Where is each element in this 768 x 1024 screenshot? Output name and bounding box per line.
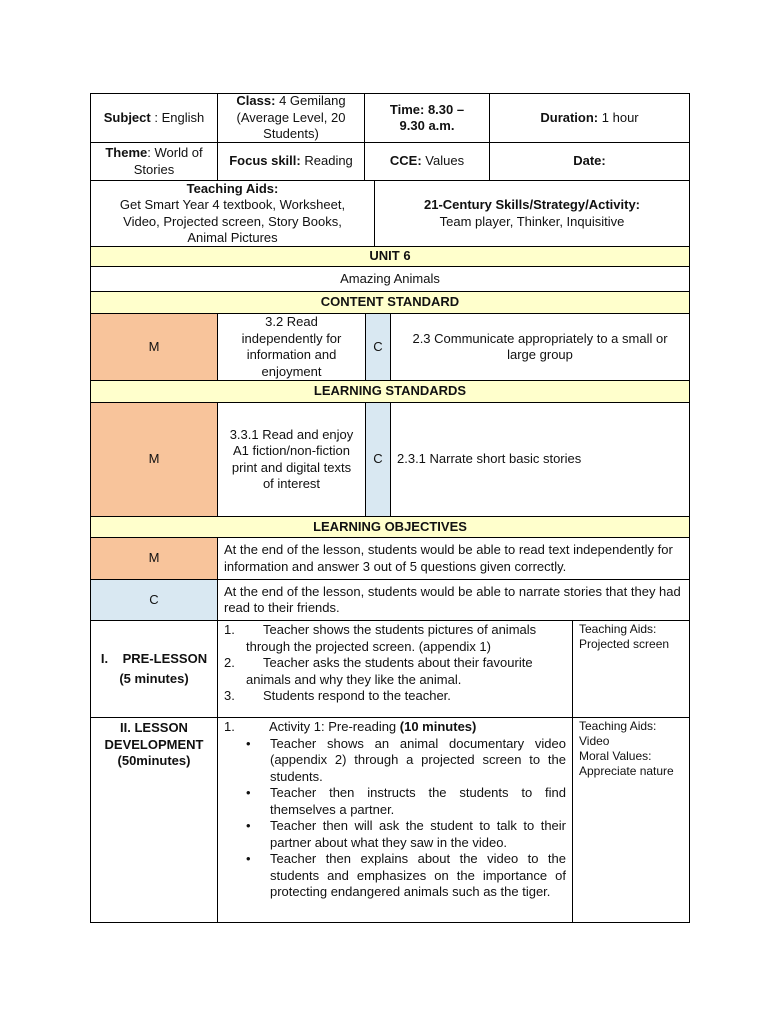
learning-standards-heading-cell bbox=[91, 381, 689, 402]
pre-lesson-aids-text: Projected screen bbox=[579, 637, 670, 651]
content-standard-row bbox=[90, 314, 690, 381]
list-item bbox=[218, 622, 566, 655]
focus-skill-value: Reading bbox=[304, 153, 353, 169]
learning-objectives-heading-row bbox=[90, 517, 690, 538]
list-item: • Teacher then will ask the student to talk to their partner about what they saw in the video. bbox=[270, 818, 566, 851]
development-aids-text: Video bbox=[579, 734, 610, 748]
content-standard-heading-row bbox=[90, 292, 690, 314]
pre-lesson-row bbox=[90, 621, 690, 718]
class-value: 4 Gemilang (Average Level, 20 Students) bbox=[236, 93, 346, 142]
focus-skill-label: Focus skill: bbox=[229, 153, 301, 169]
learning-standards-heading-row bbox=[90, 381, 690, 403]
focus-skill-cell bbox=[218, 143, 365, 180]
theme-cell bbox=[91, 143, 218, 180]
aids-row bbox=[90, 181, 690, 247]
list-item bbox=[218, 655, 566, 688]
theme-value: : World of Stories bbox=[133, 145, 203, 177]
development-aids-title: Teaching Aids: bbox=[579, 719, 657, 733]
learning-standards-m-text: 3.3.1 Read and enjoy A1 fiction/non-fiction print and digital texts of interest bbox=[229, 426, 354, 491]
teaching-aids-cell bbox=[91, 181, 375, 246]
step-time: (10 minutes) bbox=[399, 719, 477, 734]
time-label: Time: 8.30 – 9.30 a.m. bbox=[389, 101, 465, 133]
unit-row bbox=[90, 247, 690, 267]
learning-objectives-heading: LEARNING OBJECTIVES bbox=[313, 518, 467, 534]
duration-label: Duration: bbox=[540, 109, 599, 125]
development-steps-cell bbox=[218, 718, 573, 922]
skills-text: Team player, Thinker, Inquisitive bbox=[439, 213, 625, 229]
learning-standards-c-text: 2.3.1 Narrate short basic stories bbox=[397, 451, 582, 467]
list-item: • Teacher shows an animal documentary video (appendix 2) through a projected screen to the students. bbox=[270, 736, 566, 786]
learning-standards-m-label: M bbox=[148, 451, 160, 467]
content-standard-c-cell bbox=[366, 314, 391, 380]
content-standard-c-text: 2.3 Communicate appropriately to a small or large group bbox=[412, 330, 668, 362]
moral-values-text: Appreciate nature bbox=[579, 764, 674, 778]
step-number: 3. bbox=[224, 688, 235, 703]
subject-value: English bbox=[161, 109, 205, 125]
theme-label: Theme bbox=[105, 145, 148, 160]
content-standard-m-text-cell bbox=[218, 314, 366, 380]
development-label-cell bbox=[91, 718, 218, 922]
unit-label: UNIT 6 bbox=[369, 248, 411, 264]
step-text: Activity 1: Pre-reading bbox=[269, 719, 400, 734]
content-standard-m-cell bbox=[91, 314, 218, 380]
subject-sep: : bbox=[150, 109, 162, 125]
unit-cell bbox=[91, 247, 689, 266]
pre-lesson-side-cell bbox=[573, 621, 689, 717]
pre-lesson-label-cell bbox=[91, 621, 218, 717]
cce-cell bbox=[365, 143, 490, 180]
skills-cell bbox=[375, 181, 689, 246]
list-item: • Teacher then instructs the students to find themselves a partner. bbox=[270, 785, 566, 818]
content-standard-heading-cell bbox=[91, 292, 689, 313]
learning-objectives-heading-cell bbox=[91, 517, 689, 537]
learning-standards-m-text-cell bbox=[218, 403, 366, 516]
learning-standards-heading: LEARNING STANDARDS bbox=[313, 383, 467, 399]
learning-objectives-m-row bbox=[90, 538, 690, 580]
pre-lesson-steps bbox=[218, 622, 566, 705]
development-bullets bbox=[218, 736, 566, 901]
development-step bbox=[218, 719, 566, 736]
development-row bbox=[90, 718, 690, 923]
pre-lesson-steps-cell bbox=[218, 621, 573, 717]
learning-objectives-c-text: At the end of the lesson, students would be able to narrate stories that they had read to their friends. bbox=[224, 583, 681, 615]
pre-lesson-time: (5 minutes) bbox=[119, 671, 189, 686]
time-cell bbox=[365, 94, 490, 142]
unit-title-row bbox=[90, 267, 690, 292]
learning-objectives-c-text-cell bbox=[218, 580, 689, 620]
development-label: II. LESSON DEVELOPMENT bbox=[104, 720, 204, 752]
learning-objectives-c-label: C bbox=[149, 591, 159, 607]
date-label: Date: bbox=[573, 153, 606, 169]
unit-title-cell bbox=[91, 267, 689, 291]
development-time: (50minutes) bbox=[117, 753, 191, 768]
subject-cell bbox=[91, 94, 218, 142]
learning-objectives-m-label: M bbox=[148, 550, 160, 566]
content-standard-heading: CONTENT STANDARD bbox=[320, 294, 460, 310]
duration-value: 1 hour bbox=[601, 109, 639, 125]
class-label: Class: bbox=[236, 93, 276, 109]
header-row-1 bbox=[90, 93, 690, 143]
cce-label: CCE: bbox=[389, 153, 422, 169]
teaching-aids-text: Get Smart Year 4 textbook, Worksheet, Video, Projected screen, Story Books, Animal Pictures bbox=[119, 197, 346, 245]
step-number: 2. bbox=[224, 655, 235, 670]
step-text: Teacher asks the students about their favourite animals and why they like the animal. bbox=[246, 655, 533, 687]
step-number: 1. bbox=[224, 719, 235, 734]
learning-objectives-c-cell bbox=[91, 580, 218, 620]
content-standard-c-text-cell bbox=[391, 314, 689, 380]
unit-title: Amazing Animals bbox=[340, 270, 440, 286]
learning-standards-c-text-cell bbox=[391, 403, 689, 516]
pre-lesson-label: I. PRE-LESSON bbox=[100, 650, 208, 666]
pre-lesson-aids-title: Teaching Aids: bbox=[579, 622, 657, 636]
date-cell bbox=[490, 143, 689, 180]
teaching-aids-title: Teaching Aids: bbox=[186, 180, 279, 196]
moral-values-title: Moral Values: bbox=[579, 749, 652, 763]
learning-standards-m-cell bbox=[91, 403, 218, 516]
subject-label: Subject bbox=[103, 109, 151, 125]
skills-title: 21-Century Skills/Strategy/Activity: bbox=[423, 197, 641, 212]
development-side-cell bbox=[573, 718, 689, 922]
content-standard-m-text: 3.2 Read independently for information and enjoyment bbox=[241, 314, 342, 379]
list-item: • Teacher then explains about the video to the students and emphasizes on the importance of protecting endangered animals such as the tiger. bbox=[270, 851, 566, 901]
duration-cell bbox=[490, 94, 689, 142]
learning-objectives-m-cell bbox=[91, 538, 218, 579]
step-text: Students respond to the teacher. bbox=[263, 688, 451, 703]
content-standard-m-label: M bbox=[148, 338, 160, 354]
cce-value: Values bbox=[425, 153, 465, 169]
learning-standards-row bbox=[90, 403, 690, 517]
learning-objectives-m-text: At the end of the lesson, students would be able to read text independently for information and answer 3 out of 5 questions given correctly. bbox=[224, 542, 673, 574]
step-text: Teacher shows the students pictures of animals through the projected screen. (appendix 1) bbox=[246, 622, 537, 654]
class-cell bbox=[218, 94, 365, 142]
learning-objectives-c-row bbox=[90, 580, 690, 621]
learning-objectives-m-text-cell bbox=[218, 538, 689, 579]
learning-standards-c-cell bbox=[366, 403, 391, 516]
lesson-plan-table bbox=[90, 93, 690, 923]
list-item bbox=[218, 688, 566, 705]
step-number: 1. bbox=[224, 622, 235, 637]
header-row-2 bbox=[90, 143, 690, 181]
learning-standards-c-label: C bbox=[373, 451, 383, 467]
content-standard-c-label: C bbox=[373, 338, 383, 354]
